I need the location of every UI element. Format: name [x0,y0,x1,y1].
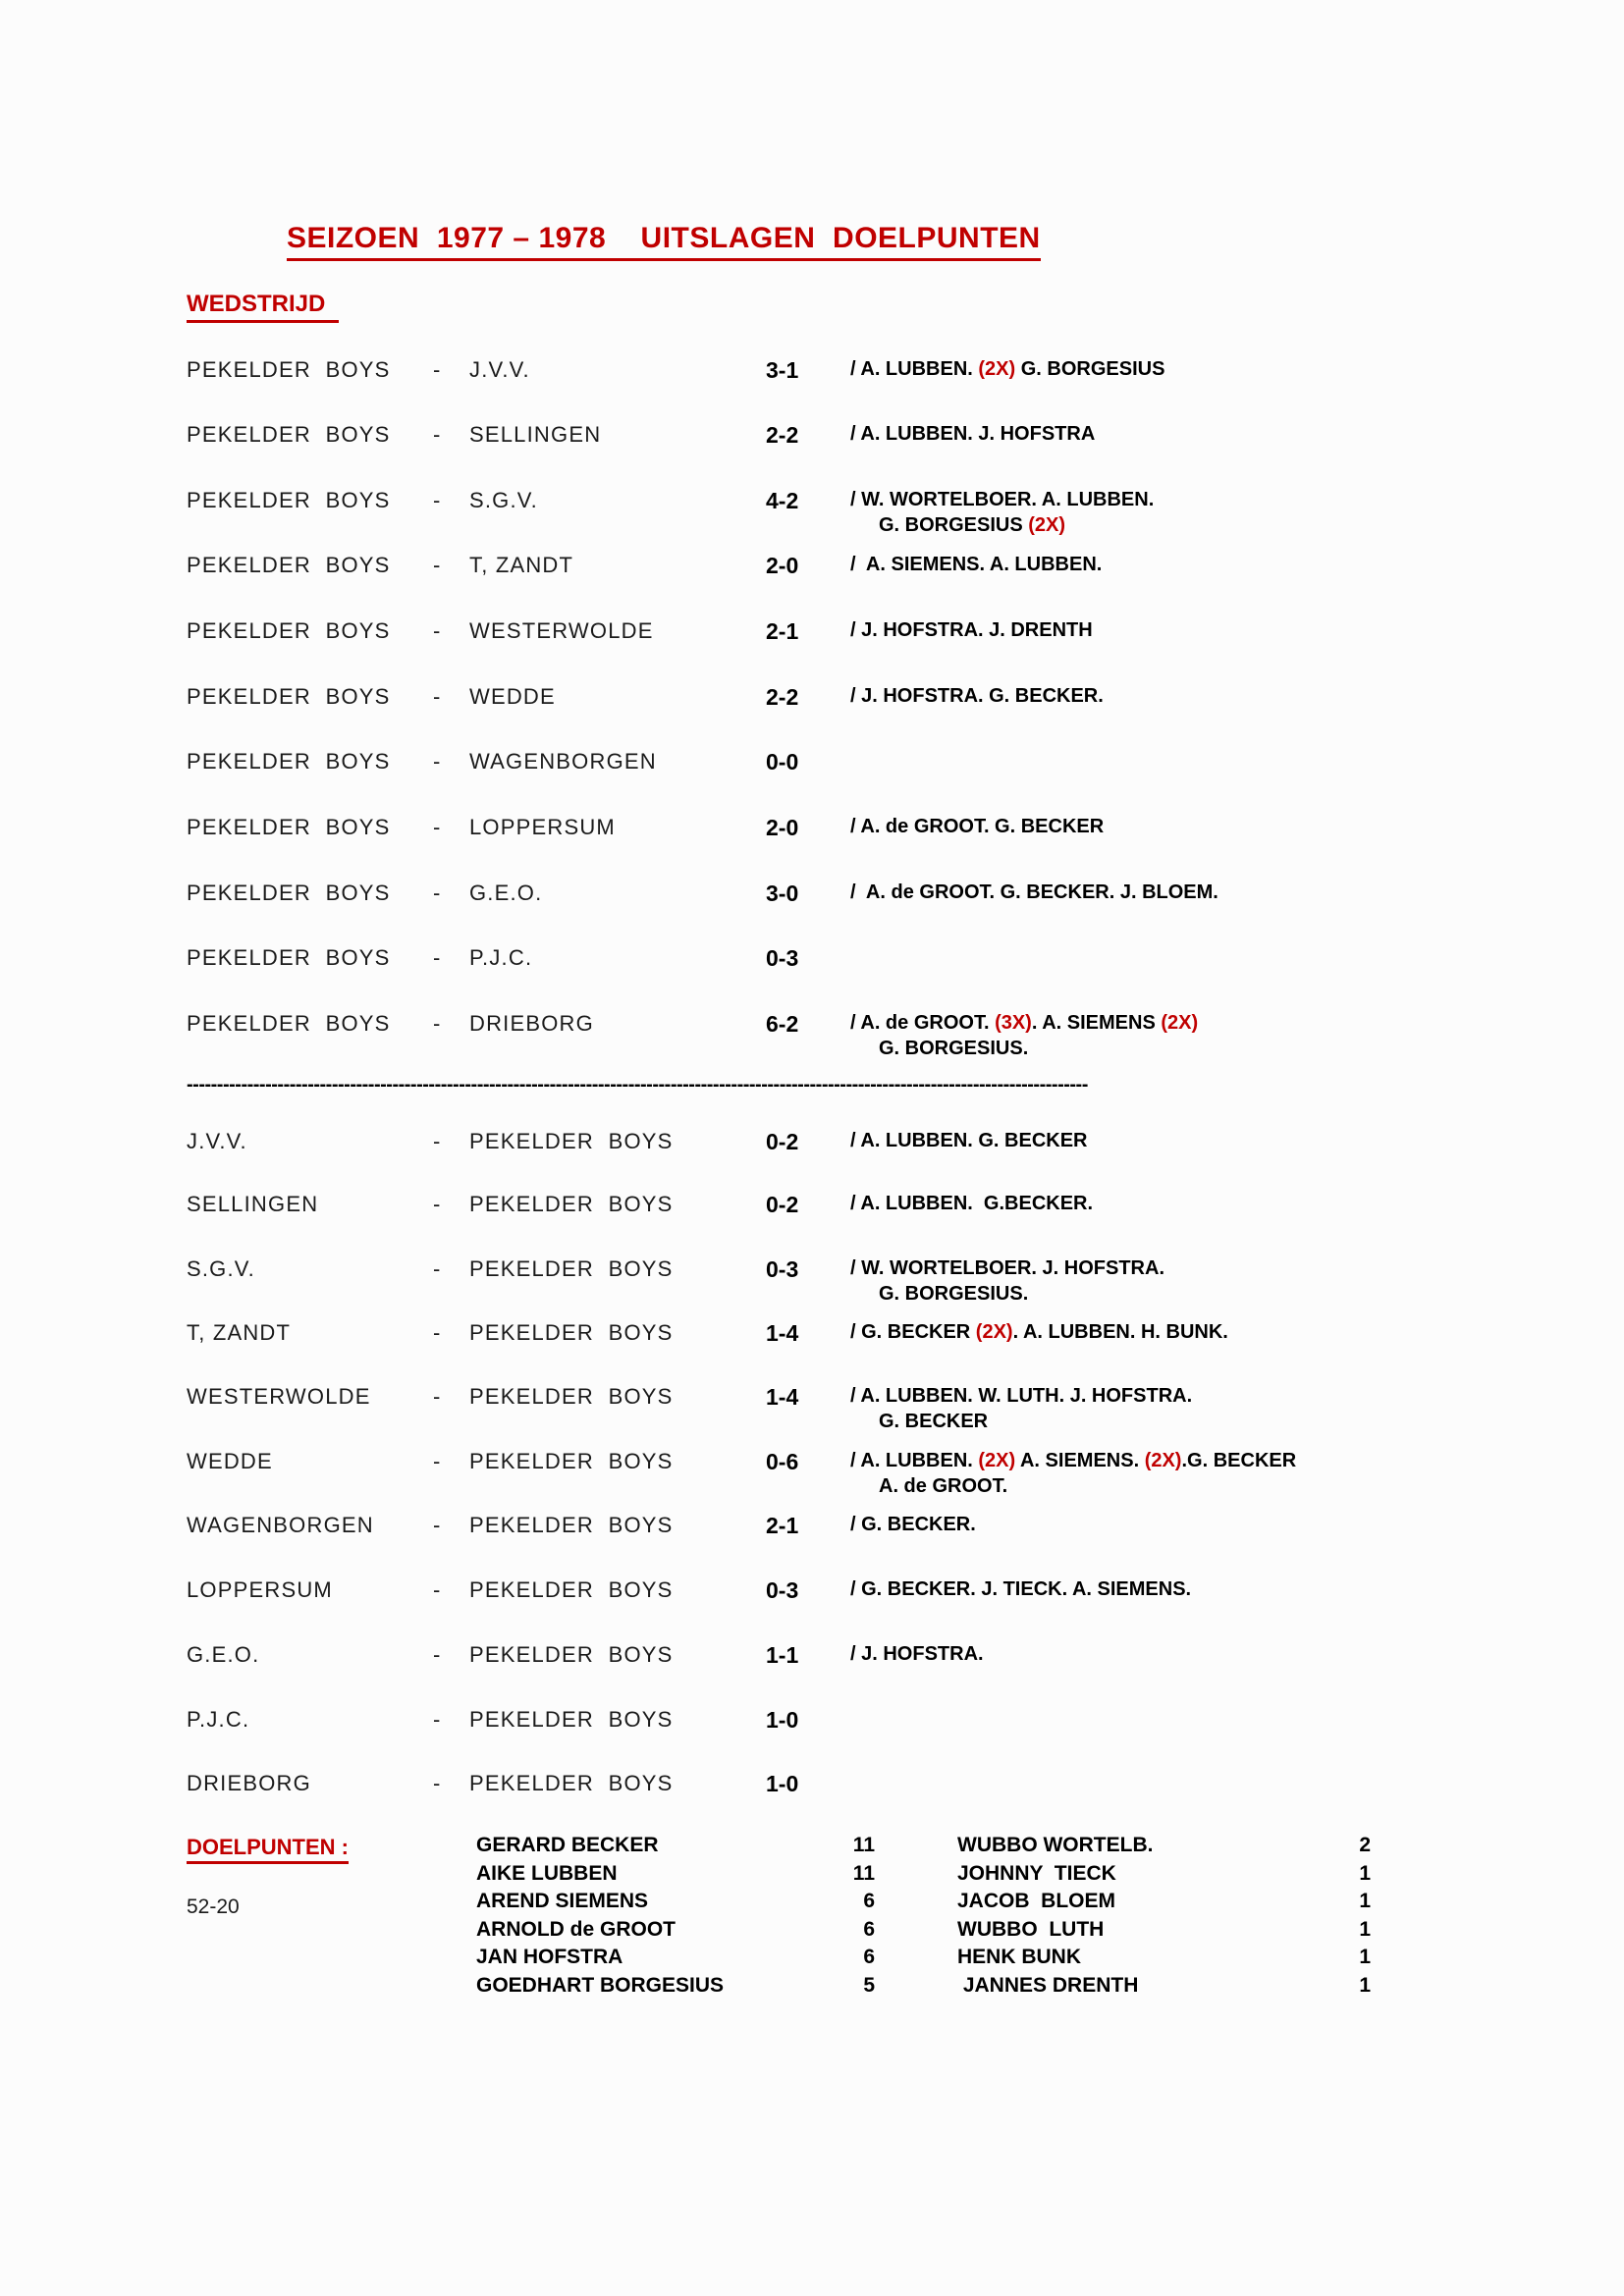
match-row [0,1642,1624,1676]
scorer-fragment: G. BECKER [879,1411,989,1432]
match-score: 1-0 [766,1771,799,1796]
scorer-name: WUBBO LUTH [957,1917,1105,1941]
match-away-team: PEKELDER BOYS [469,1707,674,1732]
match-row [0,1320,1624,1354]
match-away-team: G.E.O. [469,881,543,905]
scorer-fragment: / A. LUBBEN. G. BECKER [850,1130,1088,1151]
scorer-fragment: / W. WORTELBOER. J. HOFSTRA. [850,1257,1164,1279]
match-separator-dash: - [433,1256,441,1281]
match-separator-dash: - [433,1320,441,1345]
scorer-fragment: G. BORGESIUS [1015,358,1165,380]
match-away-team: T, ZANDT [469,553,574,577]
match-separator-dash: - [433,1129,441,1153]
match-separator-dash: - [433,1192,441,1216]
scorer-fragment: / A. SIEMENS. A. LUBBEN. [850,554,1103,575]
scorer-row [0,1890,1624,1918]
match-home-team: PEKELDER BOYS [187,749,391,774]
match-separator-dash: - [433,488,441,512]
match-score: 3-0 [766,881,799,906]
scorer-fragment: G. BORGESIUS. [879,1283,1029,1305]
scorer-goal-count: 1 [1359,1946,1371,1968]
scorer-goal-count: 6 [863,1917,875,1941]
scorer-fragment: / W. WORTELBOER. A. LUBBEN. [850,489,1155,510]
match-row [0,1577,1624,1611]
match-row [0,945,1624,979]
match-separator-dash: - [433,684,441,709]
match-scorers-line [850,1514,976,1536]
match-away-team: SELLINGEN [469,422,602,447]
match-scorers-line [850,619,1093,642]
scorer-goal-count: 1 [1359,1890,1371,1912]
match-row [0,553,1624,586]
scorer-fragment: / A. de GROOT. G. BECKER. J. BLOEM. [850,881,1218,903]
scorer-fragment-multiplier: (3X) [995,1012,1032,1034]
match-row [0,1384,1624,1432]
scorer-fragment-multiplier: (2X) [978,358,1016,380]
match-scorers-line [879,514,1065,537]
scorer-name: JOHNNY TIECK [957,1861,1116,1885]
match-score: 0-3 [766,945,799,971]
match-home-team: PEKELDER BOYS [187,422,391,447]
scorer-goal-count: 11 [852,1861,875,1885]
match-scorers-line [850,358,1164,381]
scorer-fragment-multiplier: (2X) [1161,1012,1199,1034]
match-scorers-line [850,685,1104,708]
scorer-fragment: / A. de GROOT. G. BECKER [850,816,1105,837]
match-away-team: WESTERWOLDE [469,618,654,643]
match-home-team: PEKELDER BOYS [187,945,391,970]
match-scorers-line [850,1643,984,1666]
match-row [0,684,1624,718]
match-away-team: PEKELDER BOYS [469,1256,674,1281]
scorer-name: WUBBO WORTELB. [957,1834,1154,1856]
match-home-team: P.J.C. [187,1707,250,1732]
match-row [0,1129,1624,1162]
match-home-team: T, ZANDT [187,1320,292,1345]
scorer-name: GERARD BECKER [476,1834,659,1856]
scorer-fragment-multiplier: (2X) [1028,514,1066,536]
match-row [0,357,1624,391]
match-score: 0-2 [766,1129,799,1154]
match-scorers-line [850,1012,1198,1035]
scorer-row [0,1974,1624,2002]
match-home-team: PEKELDER BOYS [187,684,391,709]
match-home-team: WEDDE [187,1449,273,1473]
match-score: 0-0 [766,749,799,774]
match-separator-dash: - [433,1011,441,1036]
match-home-team: PEKELDER BOYS [187,357,391,382]
match-score: 2-0 [766,815,799,840]
match-row [0,618,1624,652]
match-away-team: PEKELDER BOYS [469,1449,674,1473]
match-score: 4-2 [766,488,799,513]
scorer-fragment: G. BORGESIUS. [879,1038,1029,1059]
match-row [0,749,1624,782]
match-separator-dash: - [433,749,441,774]
scorer-name: JACOB BLOEM [957,1890,1116,1912]
match-separator-dash: - [433,1513,441,1537]
scorer-row [0,1862,1624,1891]
match-score: 2-0 [766,553,799,578]
match-scorers-line [879,1038,1028,1060]
match-row [0,1256,1624,1305]
scorer-fragment: / G. BECKER. J. TIECK. A. SIEMENS. [850,1578,1192,1600]
match-score: 1-4 [766,1320,799,1346]
scorer-fragment: / A. LUBBEN. J. HOFSTRA [850,423,1096,445]
match-scorers-line [850,489,1154,511]
match-row [0,1513,1624,1546]
scorer-goal-count: 1 [1359,1917,1371,1941]
scorer-fragment: / A. LUBBEN. W. LUTH. J. HOFSTRA. [850,1385,1193,1407]
match-home-team: WAGENBORGEN [187,1513,374,1537]
scorer-fragment-multiplier: (2X) [978,1450,1016,1471]
match-home-team: PEKELDER BOYS [187,1011,391,1036]
scorer-goal-count: 1 [1359,1973,1371,1997]
match-home-team: J.V.V. [187,1129,247,1153]
match-away-team: PEKELDER BOYS [469,1513,674,1537]
section-heading-wedstrijd: WEDSTRIJD [187,291,339,323]
scorer-fragment: / G. BECKER [850,1321,976,1343]
match-row [0,488,1624,536]
match-row [0,422,1624,455]
match-scorers-line [850,1385,1192,1408]
scorer-name: JANNES DRENTH [957,1973,1139,1997]
match-separator-dash: - [433,1642,441,1667]
match-away-team: DRIEBORG [469,1011,594,1036]
scorer-goal-count: 5 [863,1973,875,1997]
scorer-name: AREND SIEMENS [476,1890,649,1912]
match-home-team: PEKELDER BOYS [187,881,391,905]
match-score: 3-1 [766,357,799,383]
match-away-team: P.J.C. [469,945,533,970]
match-scorers-line [879,1411,988,1433]
match-scorers-line [850,1193,1093,1215]
match-row [0,881,1624,914]
match-score: 0-3 [766,1256,799,1282]
match-separator-dash: - [433,357,441,382]
scorer-fragment: / J. HOFSTRA. [850,1643,984,1665]
scorer-fragment: .G. BECKER [1181,1450,1297,1471]
scorer-fragment: / J. HOFSTRA. G. BECKER. [850,685,1104,707]
match-separator-dash: - [433,618,441,643]
match-home-team: S.G.V. [187,1256,255,1281]
match-separator-dash: - [433,1771,441,1795]
match-separator-dash: - [433,1384,441,1409]
scorer-name: HENK BUNK [957,1946,1081,1968]
match-separator-dash: - [433,945,441,970]
match-home-team: PEKELDER BOYS [187,488,391,512]
match-score: 2-1 [766,1513,799,1538]
scorer-row [0,1946,1624,1974]
match-home-team: SELLINGEN [187,1192,319,1216]
match-scorers-line [879,1475,1007,1498]
match-home-team: PEKELDER BOYS [187,618,391,643]
match-home-team: DRIEBORG [187,1771,311,1795]
match-row [0,1771,1624,1804]
match-separator-dash: - [433,553,441,577]
scorer-fragment: G. BORGESIUS [879,514,1029,536]
scorer-goal-count: 11 [852,1834,875,1856]
match-away-team: PEKELDER BOYS [469,1320,674,1345]
scorer-name: JAN HOFSTRA [476,1946,623,1968]
scorer-goal-count: 1 [1359,1861,1371,1885]
match-score: 1-4 [766,1384,799,1410]
match-away-team: PEKELDER BOYS [469,1642,674,1667]
match-scorers-line [850,1130,1088,1152]
scorer-goal-count: 6 [863,1946,875,1968]
match-score: 0-3 [766,1577,799,1603]
page-title: SEIZOEN 1977 – 1978 UITSLAGEN DOELPUNTEN [287,222,1041,261]
match-row [0,815,1624,848]
match-away-team: J.V.V. [469,357,530,382]
match-away-team: S.G.V. [469,488,538,512]
scorer-fragment: / A. LUBBEN. [850,1450,979,1471]
scorer-fragment: / J. HOFSTRA. J. DRENTH [850,619,1093,641]
scorer-row [0,1918,1624,1947]
match-home-team: G.E.O. [187,1642,260,1667]
scorer-fragment: / A. LUBBEN. [850,358,979,380]
match-scorers-line [879,1283,1028,1306]
match-score: 2-2 [766,684,799,710]
match-scorers-line [850,423,1095,446]
match-score: 1-1 [766,1642,799,1668]
scorer-fragment: / A. de GROOT. [850,1012,996,1034]
match-score: 0-6 [766,1449,799,1474]
match-scorers-line [850,1578,1191,1601]
match-scorers-line [850,1321,1228,1344]
scorer-fragment-multiplier: (2X) [1144,1450,1182,1471]
match-away-team: PEKELDER BOYS [469,1384,674,1409]
match-away-team: PEKELDER BOYS [469,1129,674,1153]
scorer-fragment-multiplier: (2X) [975,1321,1013,1343]
scorer-name: AIKE LUBBEN [476,1861,618,1885]
match-scorers-line [850,1257,1164,1280]
match-score: 0-2 [766,1192,799,1217]
match-home-team: WESTERWOLDE [187,1384,371,1409]
match-scorers-line [850,1450,1296,1472]
match-separator-dash: - [433,881,441,905]
match-home-team: LOPPERSUM [187,1577,333,1602]
match-separator-dash: - [433,1449,441,1473]
match-scorers-line [850,554,1102,576]
match-away-team: WEDDE [469,684,556,709]
scorer-goal-count: 2 [1359,1834,1371,1856]
match-separator-dash: - [433,815,441,839]
match-away-team: PEKELDER BOYS [469,1192,674,1216]
scorer-fragment: . A. SIEMENS [1031,1012,1162,1034]
scorer-fragment: . A. LUBBEN. H. BUNK. [1012,1321,1228,1343]
match-row [0,1192,1624,1225]
scorer-fragment: / A. LUBBEN. G.BECKER. [850,1193,1094,1214]
match-score: 2-1 [766,618,799,644]
scorer-name: ARNOLD de GROOT [476,1917,676,1941]
match-away-team: LOPPERSUM [469,815,616,839]
scorer-name: GOEDHART BORGESIUS [476,1973,725,1997]
match-away-team: WAGENBORGEN [469,749,657,774]
match-score: 1-0 [766,1707,799,1733]
scorer-row [0,1834,1624,1862]
goals-heading: DOELPUNTEN : [187,1835,349,1864]
match-home-team: PEKELDER BOYS [187,553,391,577]
section-divider: ----------------------------------------------------------------------------------------------------------------------------------------------------- [187,1074,1088,1095]
scorer-fragment: A. de GROOT. [879,1475,1008,1497]
match-score: 2-2 [766,422,799,448]
scorer-goal-count: 6 [863,1890,875,1912]
match-separator-dash: - [433,422,441,447]
scorer-fragment: / G. BECKER. [850,1514,976,1535]
scorer-fragment: A. SIEMENS. [1015,1450,1145,1471]
match-row [0,1449,1624,1497]
match-home-team: PEKELDER BOYS [187,815,391,839]
match-scorers-line [850,816,1104,838]
match-separator-dash: - [433,1707,441,1732]
match-scorers-line [850,881,1218,904]
match-row [0,1011,1624,1059]
match-away-team: PEKELDER BOYS [469,1771,674,1795]
match-row [0,1707,1624,1740]
goals-total: 52-20 [187,1896,240,1918]
match-score: 6-2 [766,1011,799,1037]
match-separator-dash: - [433,1577,441,1602]
match-away-team: PEKELDER BOYS [469,1577,674,1602]
